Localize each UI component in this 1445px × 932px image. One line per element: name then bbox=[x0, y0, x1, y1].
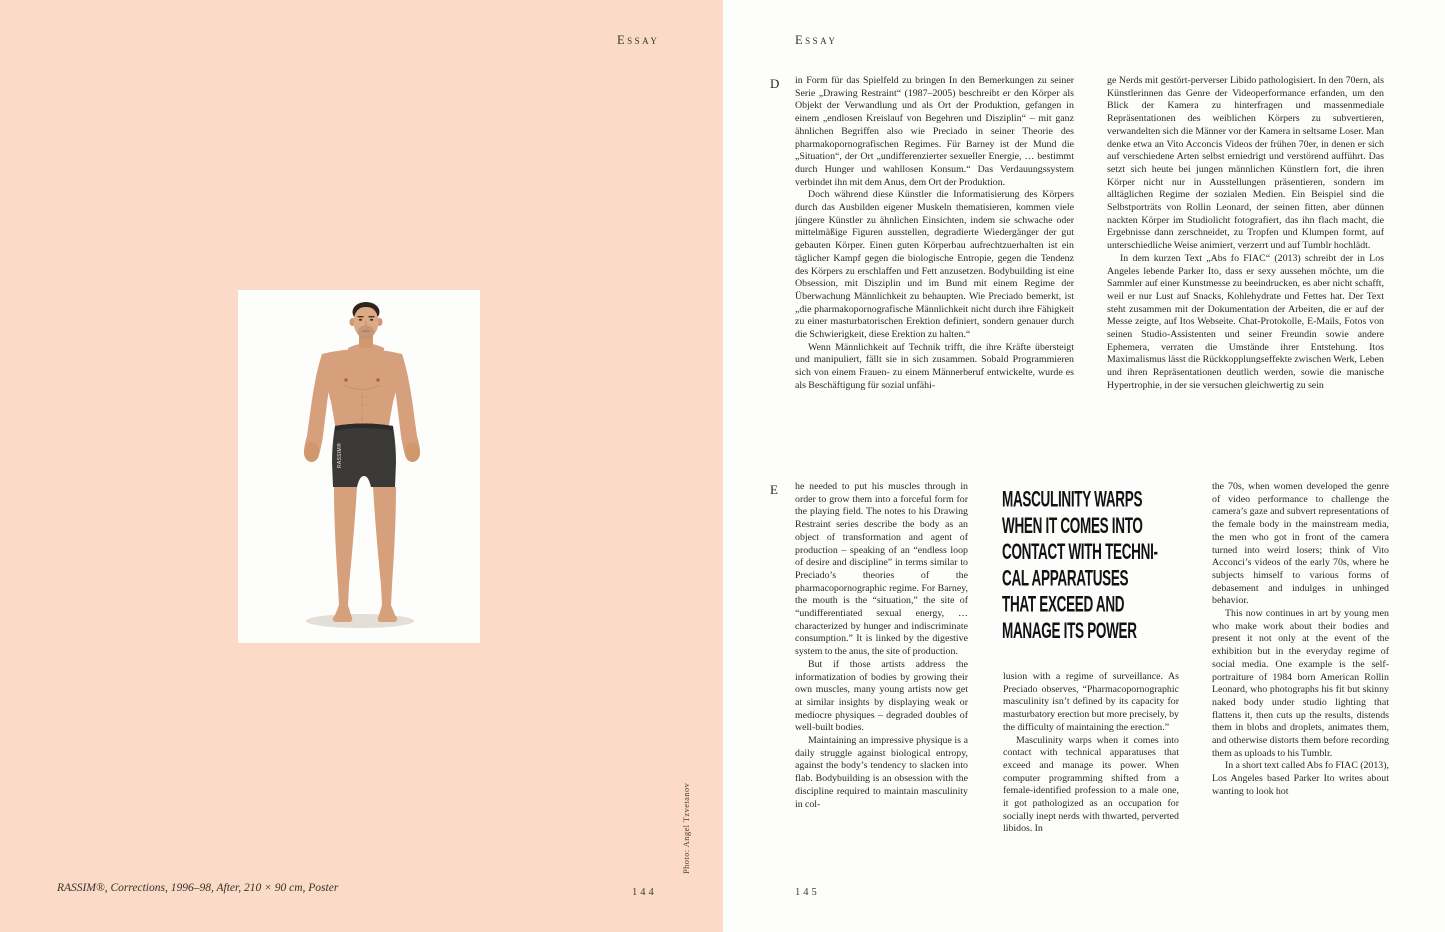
german-paragraph: Doch während diese Künstler die Informatisierung des Körpers durch das Ausbilden eigener Muskeln thematisieren, kommen viele jüngere Künstler zu ähnlichen Einsichten, indem sie schwache oder mittelmäßige Figuren ausstellen, degradierte Wiedergänger der gut gebauten Körper. Einen guten Körperbau aufrechtzuerhalten ist ein täglicher Kampf gegen die biologische Entropie, gegen die Tendenz des Körpers zu erschlaffen und Fett anzusetzen. Bodybuilding ist eine Obsession, mit Disziplin und im Bund mit einem Regime der Überwachung Männlichkeit zu behaupten. Wie Preciado bemerkt, ist „die pharmakopornografische Männlichkeit nicht durch ihre Fähigkeit zu einer masturbatorischen Erektion definiert, sondern genauer durch die Schwierigkeit, diese Erektion zu halten.“ bbox=[795, 189, 1074, 341]
english-paragraph: This now continues in art by young men who make work about their bodies and present it not only at the event of the exhibition but in the everyday regime of social media. One example is the self-portraiture of 1984 born American Rollin Leonard, who photographs his fit but skinny naked body under studio lighting that flattens it, then cuts up the results, distends them in blobs and droplets, animates them, and otherwise distorts them before recording them as uploads to his Tumblr. bbox=[1212, 608, 1389, 759]
english-column-2 bbox=[1003, 671, 1179, 869]
english-paragraph: lusion with a regime of surveillance. As Preciado observes, “Pharmacopornographic masculinity isn’t defined by its capacity for masturbatory erection but more precisely, by the difficulty of maintaining the erection.” bbox=[1003, 671, 1179, 733]
english-column-3 bbox=[1212, 481, 1389, 879]
english-paragraph: In a short text called Abs fo FIAC (2013), Los Angeles based Parker Ito writes about wanting to look hot bbox=[1212, 760, 1389, 797]
language-marker-english: E bbox=[770, 482, 778, 497]
man-figure bbox=[238, 290, 480, 643]
german-column-1 bbox=[795, 75, 1074, 467]
artwork-caption: RASSIM®, Corrections, 1996–98, After, 210 × 90 cm, Poster bbox=[57, 882, 339, 894]
english-column-1 bbox=[795, 481, 968, 879]
pull-quote-line: CONTACT WITH TECHNI- bbox=[1002, 539, 1158, 565]
photo-credit: Photo: Angel Tzvetanov bbox=[681, 782, 691, 874]
english-paragraph: But if those artists address the informatization of bodies by growing their own muscles, many young artists now get at similar insights by displaying weak or mediocre physiques – degraded doubles of well-built bodies. bbox=[795, 658, 968, 734]
german-paragraph: Wenn Männlichkeit auf Technik trifft, die ihre Kräfte übersteigt und manipuliert, fällt sie in sich zusammen. Sobald Programmieren sich von einem Frauen- zu einem Männerberuf entwickelte, wurde es als Beschäftigung für sozial unfähi- bbox=[795, 341, 1074, 391]
english-paragraph: he needed to put his muscles through in order to grow them into a forceful form for the playing field. The notes to his Drawing Restraint series describe the body as an object of transformation and agent of production – speaking of an “endless loop of desire and discipline” in terms similar to Preciado’s theories of the pharmacopornographic regime. For Barney, the mouth is the “situation,” the site of “undifferentiated sexual energy, … characterized by hunger and indiscriminate consumption.” It is linked by the digestive system to the anus, the site of production. bbox=[795, 481, 968, 658]
essay-header-left: Essay bbox=[617, 33, 660, 47]
pull-quote-line: MASCULINITY WARPS bbox=[1002, 487, 1143, 512]
pull-quote-line: WHEN IT COMES INTO bbox=[1002, 513, 1143, 538]
shorts-label: RASSIM® bbox=[337, 443, 343, 468]
german-paragraph: In dem kurzen Text „Abs fo FIAC“ (2013) schreibt der in Los Angeles lebende Parker Ito, dass er sexy aussehen möchte, um die Sammler auf einer Kunstmesse zu beeindrucken, es aber nicht schafft, weil er nur Lust auf Snacks, Kohlehydrate und Fettes hat. Der Text steht zusammen mit der Dokumentation der Arbeiten, die er auf der Messe zeigte, auf Itos Webseite. Chat-Protokolle, E-Mails, Fotos von seinen Studio-Assistenten und seiner Freundin sowie andere Ephemera, verraten die Umstände ihrer Entstehung. Itos Maximalismus lässt die Rückkopplungseffekte zwischen Werk, Leben und ihren Repräsentationen deutlich werden, sowie die manische Hypertrophie, in der sie versuchen gleichwertig zu sein bbox=[1107, 252, 1384, 391]
artwork-photo bbox=[238, 290, 480, 643]
pull-quote bbox=[1002, 487, 1202, 645]
page-number-left: 144 bbox=[632, 887, 657, 898]
pull-quote-line: THAT EXCEED AND bbox=[1002, 592, 1125, 618]
german-column-2 bbox=[1107, 75, 1384, 467]
page-number-right: 145 bbox=[795, 887, 820, 898]
german-paragraph: ge Nerds mit gestört-perverser Libido pathologisiert. In den 70ern, als Künstlerinnen das Genre der Videoperformance erfanden, um den Blick der Kamera zu hinterfragen und massenmediale Repräsentationen des weiblichen Körpers zu subvertieren, verwandelten sich die Männer vor der Kamera in seltsame Loser. Man denke etwa an Vito Acconcis Videos der frühen 70er, in denen er sich auf verschiedene Arten selbst erniedrigt und verstörend aufführt. Das setzt sich heute bei jungen männlichen Künstlern fort, die ihren Körper nicht nur in Ausstellungen präsentieren, sondern im alltäglichen Regime der sozialen Medien. Ein Beispiel sind die Selbstporträts von Rollin Leonard, der seinen fitten, aber dünnen nackten Körper im Studiolicht fotografiert, das ihn flach macht, die Ergebnisse dann zerschneidet, zu Tropfen und Klumpen formt, auf unterschiedliche Weise animiert, verzerrt und auf Tumblr hochlädt. bbox=[1107, 75, 1384, 252]
essay-header-right: Essay bbox=[795, 33, 838, 47]
pull-quote-line: CAL APPARATUSES bbox=[1002, 566, 1129, 591]
german-paragraph: in Form für das Spielfeld zu bringen In den Bemerkungen zu seiner Serie „Drawing Restraint“ (1987–2005) beschreibt er den Körper als Objekt der Verwandlung und als Ort der Produktion, gefangen in einem „endlosen Kreislauf von Begehren und Disziplin“ – mit ganz ähnlichen Begriffen also wie Preciado in seiner Theorie des pharmakopornografischen Regimes. Für Barney ist der Mund die „Situation“, der Ort „undifferenzierter sexueller Energie, … bestimmt durch Hunger und wahllosen Konsum.“ Das Verdauungssystem verbindet ihn mit dem Anus, dem Ort der Produktion. bbox=[795, 75, 1074, 188]
english-paragraph: the 70s, when women developed the genre of video performance to challenge the camera’s gaze and subvert representations of the female body in the mainstream media, the men who got in front of the camera turned into weird losers; think of Vito Acconci’s videos of the early 70s, where he subjects himself to various forms of debasement and indulges in unhinged behavior. bbox=[1212, 481, 1389, 607]
english-paragraph: Masculinity warps when it comes into contact with technical apparatuses that exceed and manage its power. When computer programming shifted from a female-identified profession to a male one, it got pathologized as an occupation for socially inept nerds with thwarted, perverted libidos. In bbox=[1003, 734, 1179, 835]
english-paragraph: Maintaining an impressive physique is a daily struggle against biological entropy, against the body’s tendency to slacken into flab. Bodybuilding is an obsession with the discipline required to maintain masculinity in col- bbox=[795, 735, 968, 810]
language-marker-german: D bbox=[770, 76, 780, 91]
pull-quote-line: MANAGE ITS POWER bbox=[1002, 618, 1137, 644]
